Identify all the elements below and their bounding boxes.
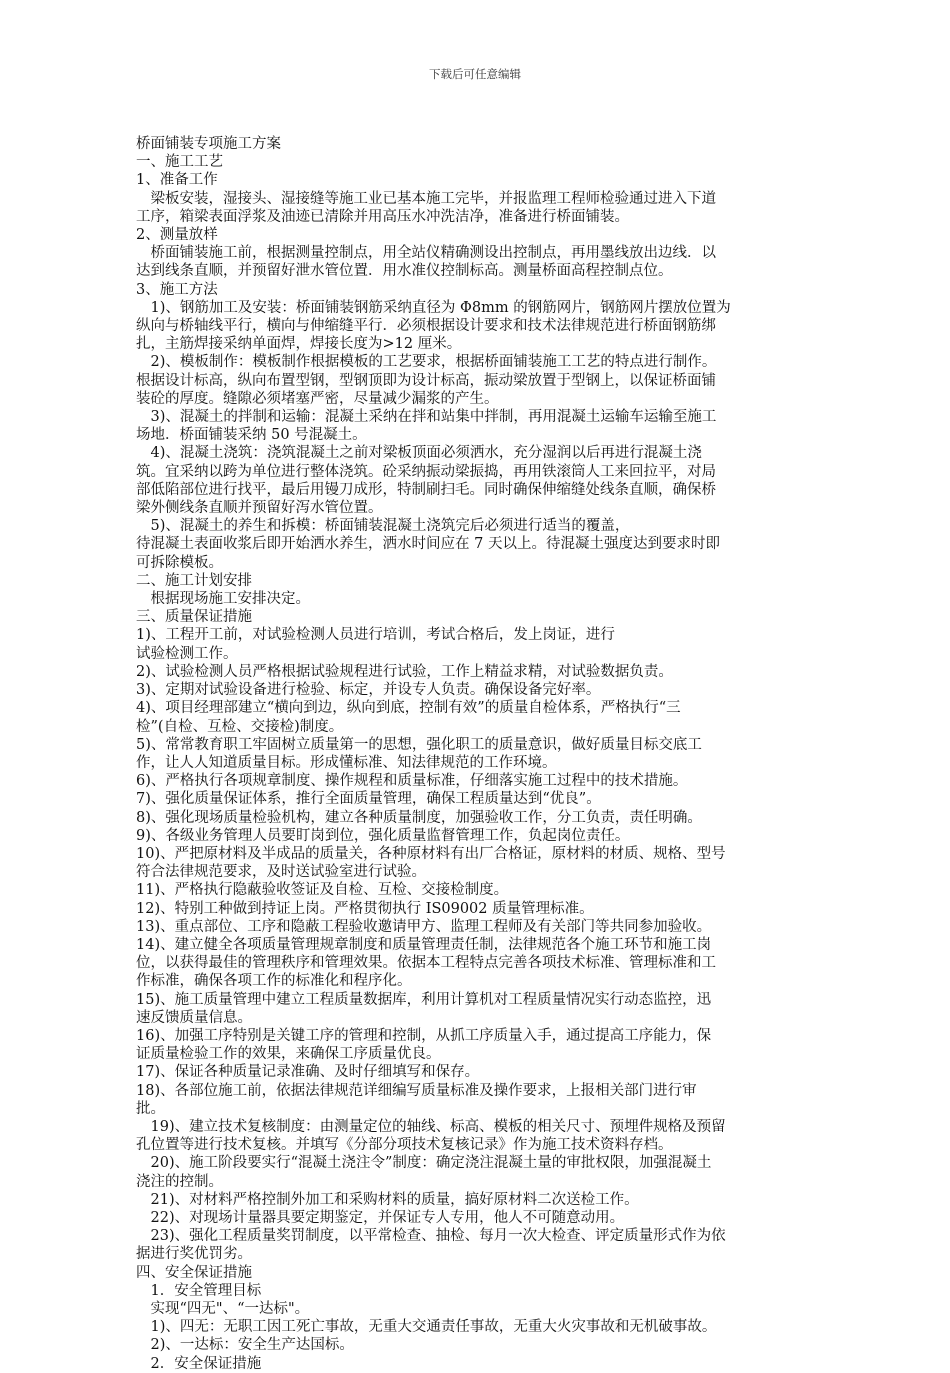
document-line: 10)、严把原材料及半成品的质量关，各种原材料有出厂合格证，原材料的材质、规格、型号 [136,845,726,862]
document-line: 批。 [136,1100,165,1117]
document-line: 扎，主筋焊接采纳单面焊，焊接长度为>12 厘米。 [136,336,462,353]
document-line: 作标准，确保各项工作的标准化和程序化。 [136,973,412,990]
document-line: 四、安全保证措施 [136,1264,252,1281]
document-line: 13)、重点部位、工序和隐蔽工程验收邀请甲方、监理工程师及有关部门等共同参加验收。 [136,918,712,935]
document-line: 证质量检验工作的效果，来确保工序质量优良。 [136,1046,441,1063]
document-line: 孔位置等进行技术复核。并填写《分部分项技术复核记录》作为施工技术资料存档。 [136,1137,673,1154]
document-line: 3)、混凝土的拌制和运输：混凝土采纳在拌和站集中拌制，再用混凝土运输车运输至施工 [136,409,717,426]
document-line: 5)、混凝土的养生和拆模：桥面铺装混凝土浇筑完后必须进行适当的覆盖， [136,518,630,535]
document-line: 工序，箱梁表面浮浆及油迹已清除并用高压水冲洗洁净，准备进行桥面铺装。 [136,208,629,225]
document-line: 一、施工工艺 [136,154,223,171]
document-line: 待混凝土表面收浆后即开始洒水养生，洒水时间应在 7 天以上。待混凝土强度达到要求时即 [136,536,720,553]
document-line: 23)、强化工程质量奖罚制度，以平常检查、抽检、每月一次大检查、评定质量形式作为依 [136,1228,726,1245]
document-line: 符合法律规范要求，及时送试验室进行试验。 [136,864,426,881]
document-line: 17)、保证各种质量记录准确、及时仔细填写和保存。 [136,1064,480,1081]
document-line: 场地．桥面铺装采纳 50 号混凝土。 [136,427,367,444]
document-line: 作，让人人知道质量目标。形成懂标准、知法律规范的工作环境。 [136,754,557,771]
document-title: 桥面铺装专项施工方案 [136,136,281,152]
document-line: 12)、特别工种做到持证上岗。严格贯彻执行 IS09002 质量管理标准。 [136,900,594,917]
document-line: 三、质量保证措施 [136,609,252,626]
document-line: 18)、各部位施工前，依据法律规范详细编写质量标准及操作要求，上报相关部门进行审 [136,1082,697,1099]
document-line: 据进行奖优罚劣。 [136,1246,252,1263]
document-line: 2)、模板制作：模板制作根据模板的工艺要求，根据桥面铺装施工工艺的特点进行制作。 [136,354,717,371]
document-line: 21)、对材料严格控制外加工和采购材料的质量，搞好原材料二次送检工作。 [136,1191,639,1208]
document-line: 试验检测工作。 [136,645,238,662]
document-line: 1)、四无：无职工因工死亡事故，无重大交通责任事故，无重大火灾事故和无机破事故。 [136,1319,717,1336]
document-line: 8)、强化现场质量检验机构，建立各种质量制度，加强验收工作，分工负责，责任明确。 [136,809,702,826]
document-line: 位，以获得最佳的管理秩序和管理效果。依据本工程特点完善各项技术标准、管理标准和工 [136,955,716,972]
document-line: 14)、建立健全各项质量管理规章制度和质量管理责任制，法律规范各个施工环节和施工岗 [136,936,712,953]
document-line: 达到线条直顺，并预留好泄水管位置．用水准仪控制标高。测量桥面高程控制点位。 [136,263,673,280]
document-line: 2．安全保证措施 [136,1355,262,1372]
document-line: 筑。宜采纳以跨为单位进行整体浇筑。砼采纳振动梁振捣，再用铁滚筒人工来回拉平，对局 [136,463,716,480]
document-body [136,135,812,1373]
document-line: 部低陷部位进行找平，最后用镘刀成形，特制刷扫毛。同时确保伸缩缝处线条直顺，确保桥 [136,481,716,498]
document-line: 9)、各级业务管理人员要盯岗到位，强化质量监督管理工作，负起岗位责任。 [136,827,630,844]
document-line: 20)、施工阶段要实行“混凝土浇注令”制度：确定浇注混凝土量的审批权限，加强混凝土 [136,1155,712,1172]
document-line: 16)、加强工序特别是关键工序的管理和控制，从抓工序质量入手，通过提高工序能力，保 [136,1027,712,1044]
document-line: 2)、一达标：安全生产达国标。 [136,1337,354,1354]
document-line: 19)、建立技术复核制度：由测量定位的轴线、标高、模板的相关尺寸、预埋件规格及预留 [136,1118,726,1135]
document-line: 根据现场施工安排决定。 [136,591,310,608]
document-line: 4)、混凝土浇筑：浇筑混凝土之前对梁板顶面必须洒水，充分湿润以后再进行混凝土浇 [136,445,702,462]
document-line: 2)、试验检测人员严格根据试验规程进行试验，工作上精益求精，对试验数据负责。 [136,663,673,680]
document-line: 5)、常常教育职工牢固树立质量第一的思想，强化职工的质量意识，做好质量目标交底工 [136,736,702,753]
document-line: 浇注的控制。 [136,1173,223,1190]
document-line: 1．安全管理目标 [136,1282,262,1299]
document-line: 3)、定期对试验设备进行检验、标定，并设专人负责。确保设备完好率。 [136,682,601,699]
document-line: 11)、严格执行隐蔽验收签证及自检、互检、交接检制度。 [136,882,509,899]
document-line: 梁外侧线条直顺并预留好泻水管位置。 [136,500,383,517]
document-line: 22)、对现场计量器具要定期鉴定，并保证专人专用，他人不可随意动用。 [136,1209,625,1226]
document-line: 1、准备工作 [136,172,218,189]
page-header-note: 下载后可任意编辑 [429,67,521,81]
document-line: 速反馈质量信息。 [136,1009,252,1026]
document-line: 4)、项目经理部建立“横向到边，纵向到底，控制有效”的质量自检体系，严格执行“三 [136,700,681,717]
document-line: 实现“四无"、“一达标"。 [136,1301,310,1317]
document-line: 梁板安装，湿接头、湿接缝等施工业已基本施工完毕，并报监理工程师检验通过进入下道 [136,190,716,207]
document-line: 1)、工程开工前，对试验检测人员进行培训，考试合格后，发上岗证，进行 [136,627,615,644]
document-line: 3、施工方法 [136,281,218,298]
document-line: 可拆除模板。 [136,554,223,571]
document-line: 桥面铺装施工前，根据测量控制点，用全站仪精确测设出控制点，再用墨线放出边线．以 [136,245,716,262]
document-line: 7)、强化质量保证体系，推行全面质量管理，确保工程质量达到“优良”。 [136,791,601,808]
document-line: 检”(自检、互检、交接检)制度。 [136,718,344,735]
document-line: 2、测量放样 [136,227,218,244]
document-line: 1)、钢筋加工及安装：桥面铺装钢筋采纳直径为 Φ8mm 的钢筋网片，钢筋网片摆放位置为 [136,299,731,316]
document-line: 根据设计标高，纵向布置型钢，型钢顶即为设计标高，振动梁放置于型钢上，以保证桥面铺 [136,372,716,389]
document-line: 6)、严格执行各项规章制度、操作规程和质量标准，仔细落实施工过程中的技术措施。 [136,773,688,790]
document-line: 二、施工计划安排 [136,572,252,589]
document-line: 装砼的厚度。缝隙必须堵塞严密，尽量减少漏浆的产生。 [136,390,499,407]
document-line: 15)、施工质量管理中建立工程质量数据库，利用计算机对工程质量情况实行动态监控，迅 [136,991,712,1008]
document-line: 纵向与桥轴线平行，横向与伸缩缝平行．必须根据设计要求和技术法律规范进行桥面钢筋绑 [136,318,716,335]
